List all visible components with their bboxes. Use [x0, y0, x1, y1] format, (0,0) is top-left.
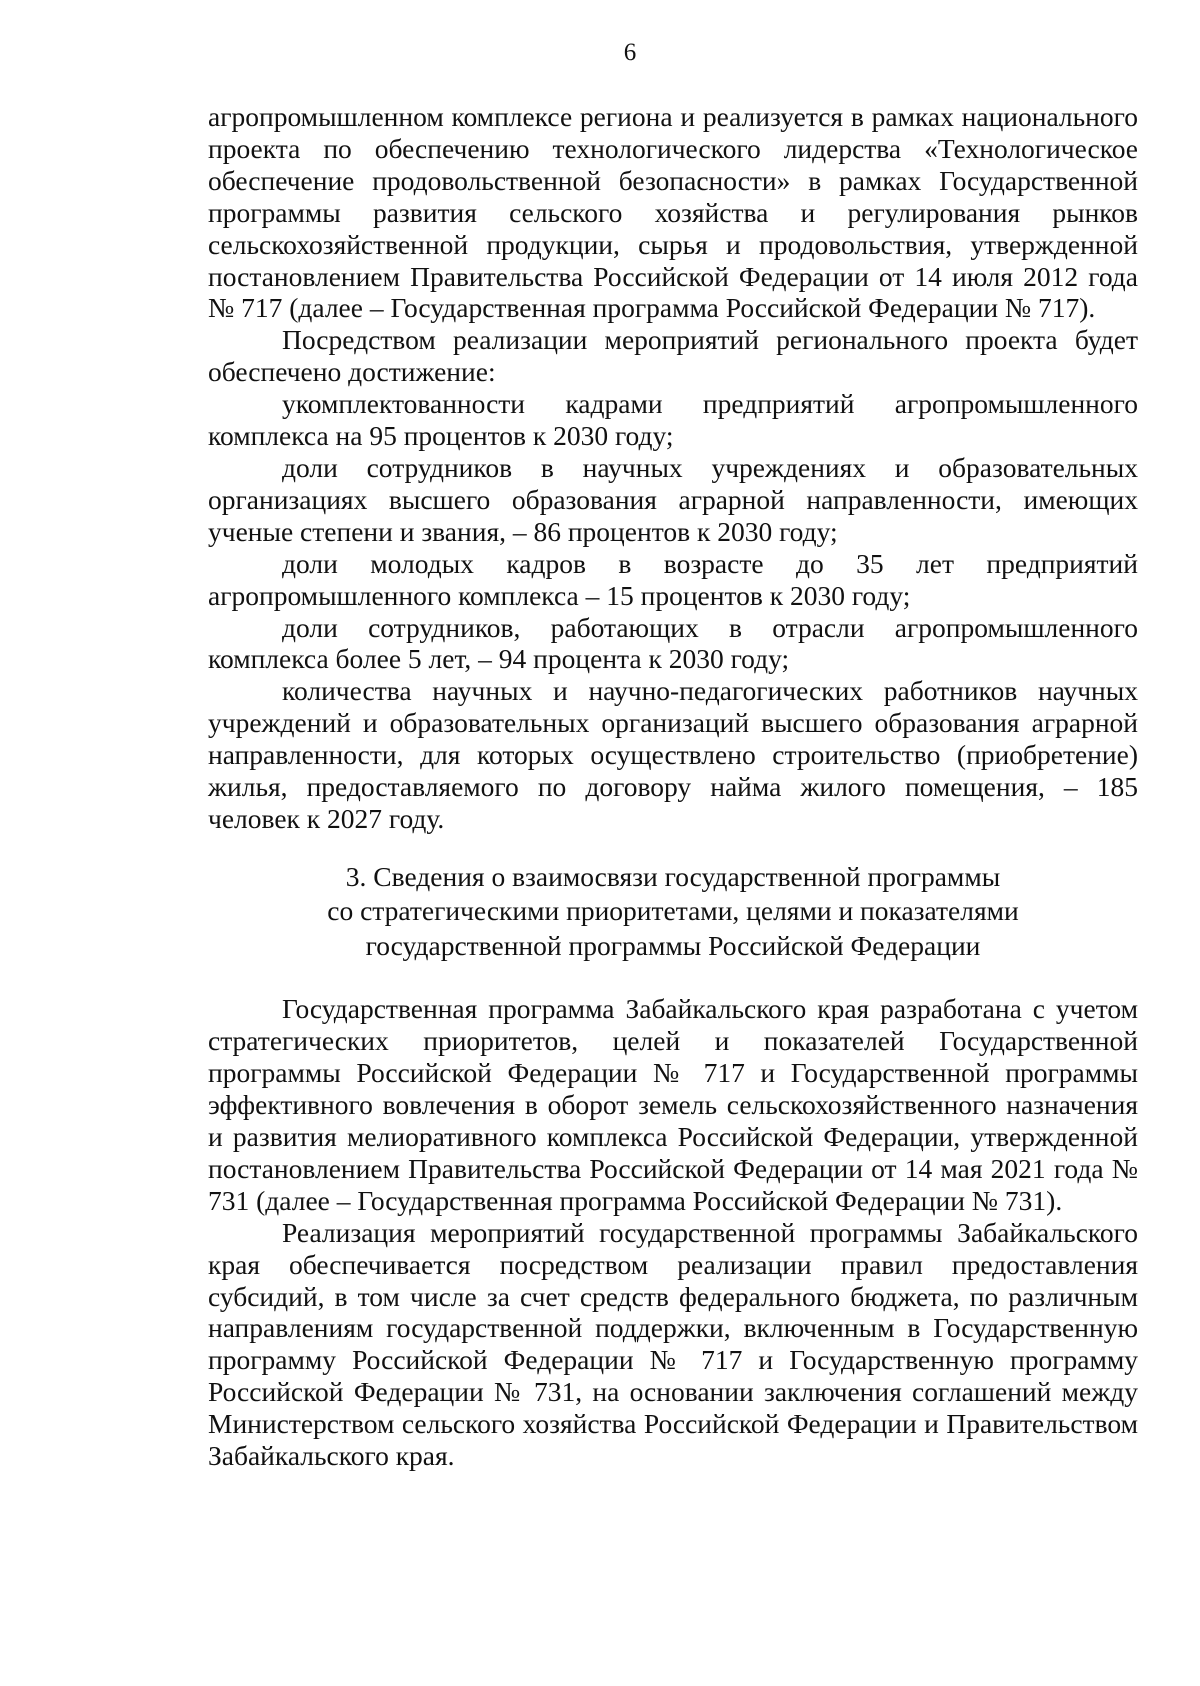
list-item-experienced-staff: доли сотрудников, работающих в отрасли агропромышленного комплекса более 5 лет, – 94 процента к 2030 году; [208, 611, 1138, 675]
section-paragraph-implementation: Реализация мероприятий государственной программы Забайкальского края обеспечивается посредством реализации правил предоставления субсидий, в том числе за счет средств федерального бюджета, по различным направлениям государственной поддержки, включенным в Государственную программу Российской Федерации № 717 и Государственную программу Российской Федерации № 731, на основании заключения соглашений между Министерством сельского хозяйства Российской Федерации и Правительством Забайкальского края. [208, 1216, 1138, 1472]
section-paragraph-priorities: Государственная программа Забайкальского края разработана с учетом стратегических приоритетов, целей и показателей Государственной программы Российской Федерации № 717 и Государственной программы эффективного вовлечения в оборот земель сельскохозяйственного назначения и развития мелиоративного комплекса Российской Федерации, утвержденной постановлением Правительства Российской Федерации от 14 мая 2021 года № 731 (далее – Государственная программа Российской Федерации № 731). [208, 993, 1138, 1216]
list-item-young-staff: доли молодых кадров в возрасте до 35 лет предприятий агропромышленного комплекса – 15 процентов к 2030 году; [208, 547, 1138, 611]
list-item-academic-degrees: доли сотрудников в научных учреждениях и образовательных организациях высшего образования аграрной направленности, имеющих ученые степени и звания, – 86 процентов к 2030 году; [208, 451, 1138, 547]
page-number: 6 [623, 39, 637, 66]
section-heading-line: государственной программы Российской Федерации [365, 929, 981, 961]
document-body [208, 101, 1138, 1472]
section-heading-line: со стратегическими приоритетами, целями и показателями [327, 895, 1019, 927]
section-heading [208, 860, 1138, 964]
paragraph-continuation: агропромышленном комплексе региона и реализуется в рамках национального проекта по обеспечению технологического лидерства «Технологическое обеспечение продовольственной безопасности» в рамках Государственной программы развития сельского хозяйства и регулирования рынков сельскохозяйственной продукции, сырья и продовольствия, утвержденной постановлением Правительства Российской Федерации от 14 июля 2012 года № 717 (далее – Государственная программа Российской Федерации № 717). [208, 101, 1138, 324]
section-heading-line: 3. Сведения о взаимосвязи государственной программы [345, 860, 1001, 892]
list-item-staffing: укомплектованности кадрами предприятий агропромышленного комплекса на 95 процентов к 2030 году; [208, 388, 1138, 452]
list-item-housing: количества научных и научно-педагогических работников научных учреждений и образовательных организаций высшего образования аграрной направленности, для которых осуществлено строительство (приобретение) жилья, предоставляемого по договору найма жилого помещения, – 185 человек к 2027 году. [208, 675, 1138, 834]
paragraph-achievement-intro: Посредством реализации мероприятий регионального проекта будет обеспечено достижение: [208, 324, 1138, 388]
